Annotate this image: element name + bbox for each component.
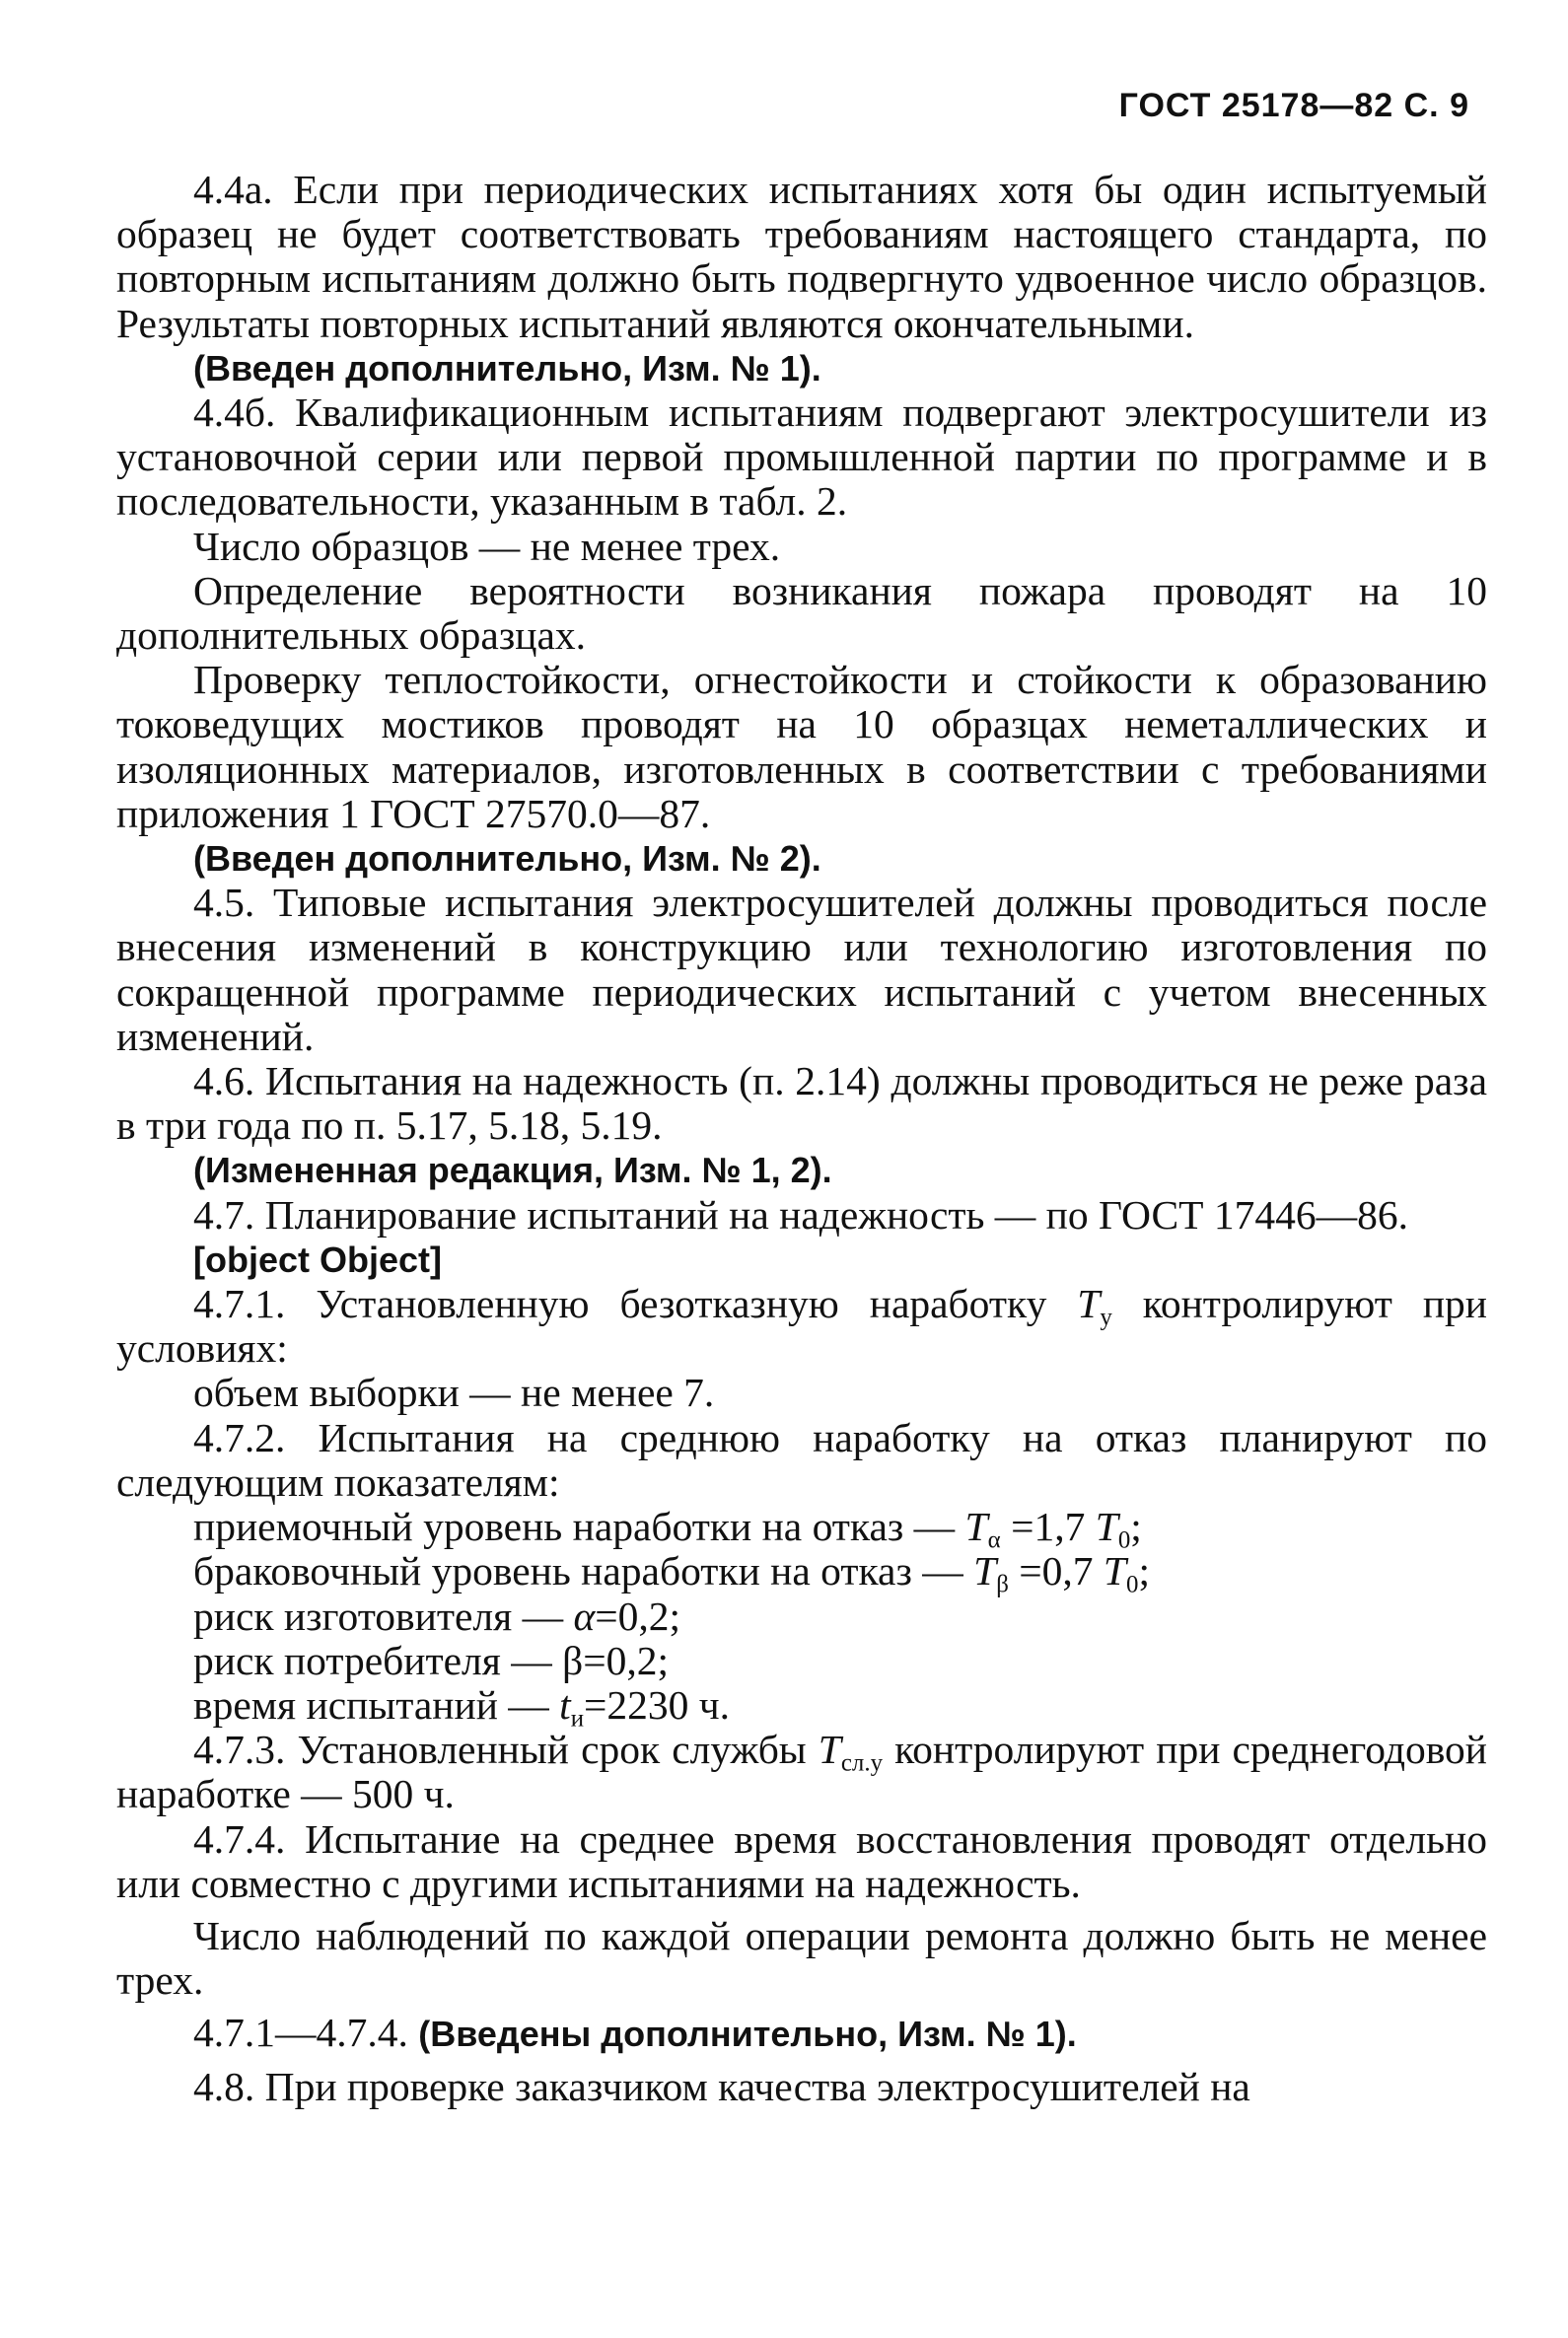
amendment-note-4-7: [object Object] (193, 1239, 443, 1280)
amendment-note-4-4b: (Введен дополнительно, Изм. № 2). (193, 838, 821, 880)
paragraph-4-7-3: 4.7.3. Установленный срок службы $T_{сл.у}$ контролируют при среднегодовой наработке — 500 ч. (116, 1727, 1487, 1817)
paragraph-4-4b: 4.4б. Квалификационным испытаниям подвергают электросушители из установочной серии или первой промышленной партии по программе и в последовательности, указанным в табл. 2. (116, 390, 1487, 525)
paragraph-4-4b-sample-count: Число образцов — не менее трех. (193, 523, 781, 569)
paragraph-4-7-1: 4.7.1. Установленную безотказную наработку $T_у$ контролируют при условиях: (116, 1281, 1487, 1372)
paragraph-4-5: 4.5. Типовые испытания электросушителей должны проводиться после внесения изменений в конструкцию или технологию изготовления по сокращенной программе периодических испытаний с учетом внесенных изменений. (116, 880, 1487, 1059)
list-item: риск потребителя — β=0,2; (193, 1637, 670, 1683)
list-item: браковочный уровень наработки на отказ — $T_\beta =0,7$ $T_0$; (193, 1548, 1150, 1598)
paragraph-4-7-2: 4.7.2. Испытания на среднюю наработку на отказ планируют по следующим показателям: (116, 1414, 1487, 1505)
paragraph-4-7-1-sample: объем выборки — не менее 7. (193, 1370, 715, 1416)
list-item: риск изготовителя — α=0,2; (193, 1593, 681, 1639)
paragraph-4-8: 4.8. При проверке заказчиком качества электросушителей на (193, 2063, 1250, 2109)
list-4-7-2-indicators (116, 1504, 1487, 1733)
paragraph-4-7-4: 4.7.4. Испытание на среднее время восстановления проводят отдельно или совместно с другими испытаниями на надежность. (116, 1815, 1487, 1906)
paragraph-4-6: 4.6. Испытания на надежность (п. 2.14) должны проводиться не реже раза в три года по п. 5.17, 5.18, 5.19. (116, 1058, 1487, 1149)
paragraph-4-7: 4.7. Планирование испытаний на надежность — по ГОСТ 17446—86. (193, 1191, 1408, 1238)
amendment-note-4-4a: (Введен дополнительно, Изм. № 1). (193, 347, 821, 389)
list-item: приемочный уровень наработки на отказ — $T_\alpha =1,7$ $T_0$; (193, 1504, 1142, 1554)
list-item: время испытаний — $t_и=2230$ ч. (193, 1681, 731, 1733)
page-header: ГОСТ 25178—82 С. 9 (1118, 87, 1469, 124)
amendment-note-4-7-1-4: 4.7.1—4.7.4. (Введены дополнительно, Изм. № 1). (193, 2010, 1077, 2056)
paragraph-4-7-4-observations: Число наблюдений по каждой операции ремонта должно быть не менее трех. (116, 1912, 1487, 2004)
document-body (116, 168, 1487, 2109)
paragraph-4-4b-heat: Проверку теплостойкости, огнестойкости и стойкости к образованию токоведущих мостиков проводят на 10 образцах неметаллических и изоляционных материалов, изготовленных в соответствии с требованиями приложения 1 ГОСТ 27570.0—87. (116, 657, 1487, 836)
amendment-note-4-6: (Измененная редакция, Изм. № 1, 2). (193, 1150, 832, 1191)
paragraph-4-4a: 4.4а. Если при периодических испытаниях хотя бы один испытуемый образец не будет соответствовать требованиям настоящего стандарта, по повторным испытаниям должно быть подвергнуто удвоенное число образцов. Результаты повторных испытаний являются окончательными. (116, 167, 1487, 346)
paragraph-4-4b-fire: Определение вероятности возникания пожара проводят на 10 дополнительных образцах. (116, 567, 1487, 659)
